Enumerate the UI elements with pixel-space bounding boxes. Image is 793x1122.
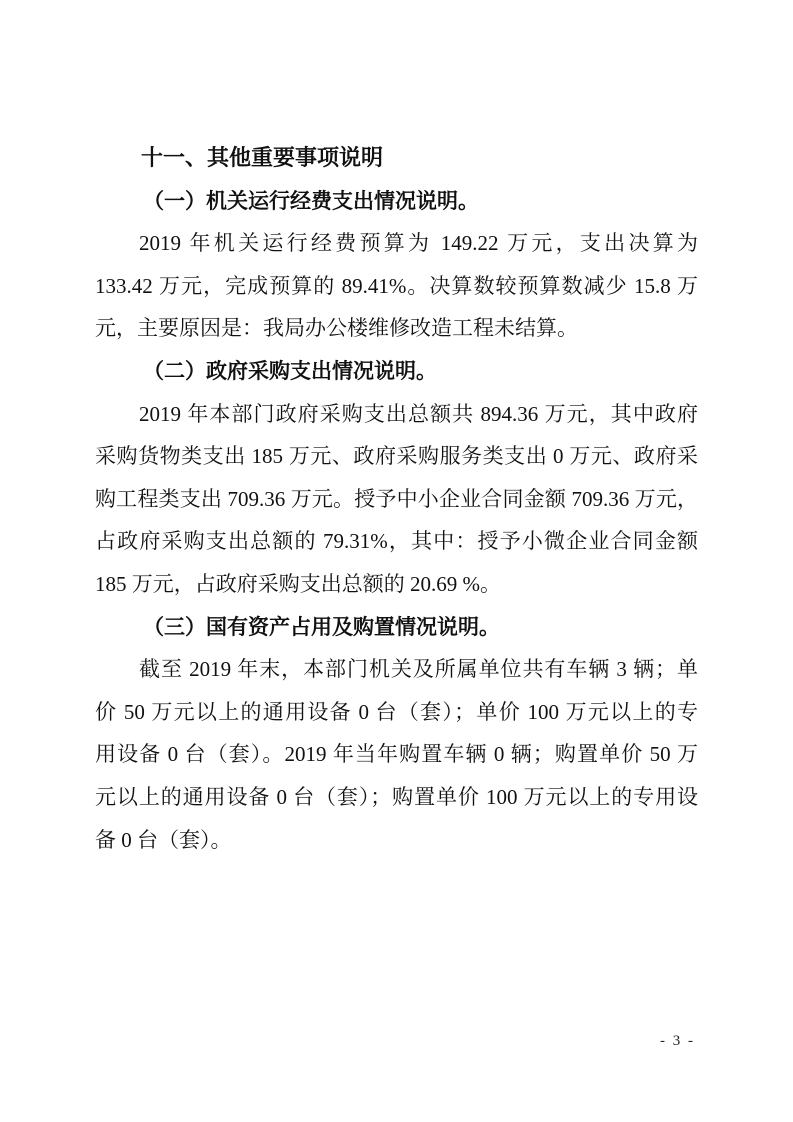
section-2-heading: （二）政府采购支出情况说明。	[143, 358, 437, 383]
document-heading: 十一、其他重要事项说明	[141, 145, 384, 170]
section-3-paragraph-line-4: 元以上的通用设备 0 台（套）；购置单价 100 万元以上的专用设	[95, 784, 698, 809]
section-2-paragraph-line-4: 占政府采购支出总额的 79.31%，其中：授予小微企业合同金额	[95, 529, 698, 554]
section-2-paragraph-line-1: 2019 年本部门政府采购支出总额共 894.36 万元，其中政府	[139, 401, 698, 426]
section-2-paragraph-line-2: 采购货物类支出 185 万元、政府采购服务类支出 0 万元、政府采	[95, 444, 698, 469]
document-body	[95, 137, 698, 861]
section-3-heading: （三）国有资产占用及购置情况说明。	[143, 614, 500, 639]
section-1-paragraph-line-1: 2019 年机关运行经费预算为 149.22 万元，支出决算为	[139, 231, 698, 256]
section-3-paragraph-line-1: 截至 2019 年末，本部门机关及所属单位共有车辆 3 辆；单	[139, 657, 698, 682]
section-1-heading: （一）机关运行经费支出情况说明。	[143, 188, 479, 213]
section-3-paragraph-line-5: 备 0 台（套）。	[95, 827, 232, 852]
section-1-paragraph-line-2: 133.42 万元，完成预算的 89.41%。决算数较预算数减少 15.8 万	[95, 273, 698, 298]
section-1-paragraph-line-3: 元，主要原因是：我局办公楼维修改造工程未结算。	[95, 316, 578, 341]
section-2-paragraph-line-5: 185 万元，占政府采购支出总额的 20.69 %。	[95, 571, 501, 596]
page-number: - 3 -	[660, 1033, 695, 1049]
section-3-paragraph-line-3: 用设备 0 台（套）。2019 年当年购置车辆 0 辆；购置单价 50 万	[95, 742, 698, 767]
section-3-paragraph-line-2: 价 50 万元以上的通用设备 0 台（套）；单价 100 万元以上的专	[95, 699, 698, 724]
section-2-paragraph-line-3: 购工程类支出 709.36 万元。授予中小企业合同金额 709.36 万元，	[95, 486, 698, 511]
